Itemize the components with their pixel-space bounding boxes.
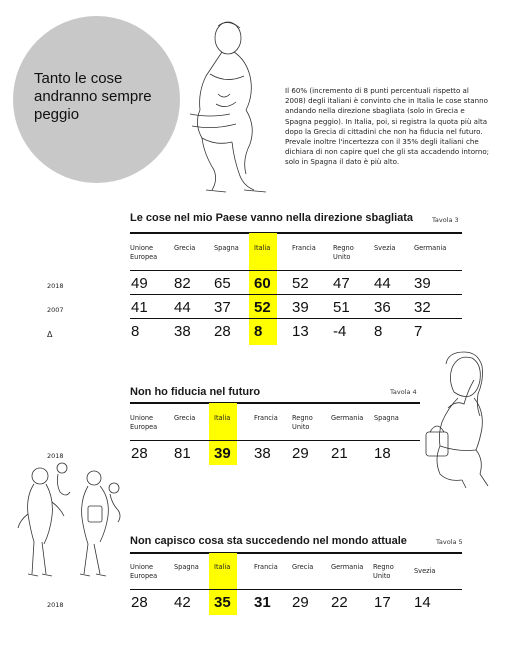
table3-cell: 60 — [254, 275, 271, 292]
table3-top-rule — [130, 232, 462, 234]
table4-top-rule — [130, 402, 420, 404]
table3-cell: 13 — [292, 323, 309, 340]
table3-cell: 7 — [414, 323, 423, 340]
table3-label: Tavola 3 — [432, 216, 459, 224]
table3-title: Le cose nel mio Paese vanno nella direzione sbagliata — [130, 212, 414, 224]
table4-row-label: 2018 — [47, 452, 64, 460]
table4-col-header: Francia — [254, 414, 278, 422]
table3-cell: 41 — [131, 299, 148, 316]
table4-col-header: Regno Unito — [292, 414, 313, 431]
table3-cell: 47 — [333, 275, 350, 292]
table5-col-header: Germania — [331, 563, 364, 571]
table3-cell: 39 — [292, 299, 309, 316]
table3-cell: 52 — [292, 275, 309, 292]
table5-cell: 42 — [174, 594, 191, 611]
table4-cell: 21 — [331, 445, 348, 462]
table3-cell: 38 — [174, 323, 191, 340]
table3-col-header: Unione Europea — [130, 244, 158, 261]
table3-header-rule — [130, 270, 462, 271]
page-title: Tanto le cose andranno sempre peggio — [34, 70, 152, 123]
table4-cell: 18 — [374, 445, 391, 462]
table3-col-header: Spagna — [214, 244, 239, 252]
table4-cell: 39 — [214, 445, 231, 462]
table5-cell: 29 — [292, 594, 309, 611]
intro-paragraph: Il 60% (incremento di 8 punti percentuali rispetto al 2008) degli italiani è convinto che in Italia le cose stanno andando nella direzione sbagliata (solo in Grecia e Spagna peggio). In Italia, poi, si registra la quota più alta dopo la Grecia di cittadini che non ha fiducia nel futuro. Prevale inoltre l'incertezza con il 35% degli italiani che dichiara di non capire quel che gli sta accadendo intorno; solo in Spagna il dato è più alto. — [285, 86, 490, 167]
table3-col-header: Italia — [254, 244, 271, 252]
table3-cell: 8 — [374, 323, 383, 340]
table4-cell: 28 — [131, 445, 148, 462]
table4-col-header: Spagna — [374, 414, 399, 422]
table3-cell: 44 — [174, 299, 191, 316]
table3-col-header: Regno Unito — [333, 244, 354, 261]
table3-cell: 65 — [214, 275, 231, 292]
table3-cell: 52 — [254, 299, 271, 316]
table5-cell: 31 — [254, 594, 271, 611]
table5-label: Tavola 5 — [436, 538, 463, 546]
table4-header-rule — [130, 440, 420, 441]
table3-cell: 28 — [214, 323, 231, 340]
table5-cell: 17 — [374, 594, 391, 611]
table5-col-header: Regno Unito — [373, 563, 394, 580]
table3-cell: 44 — [374, 275, 391, 292]
table4-label: Tavola 4 — [390, 388, 417, 396]
table3-row-label: Δ — [47, 330, 53, 339]
table4-cell: 38 — [254, 445, 271, 462]
table3-row-rule — [130, 294, 462, 295]
table5-col-header: Francia — [254, 563, 278, 571]
table5-col-header: Grecia — [292, 563, 314, 571]
table3-row-rule — [130, 318, 462, 319]
table3-cell: 51 — [333, 299, 350, 316]
table3-col-header: Svezia — [374, 244, 396, 252]
table5-cell: 28 — [131, 594, 148, 611]
table5-header-rule — [130, 589, 462, 590]
table5-cell: 35 — [214, 594, 231, 611]
table4-title: Non ho fiducia nel futuro — [130, 386, 261, 398]
table5-row-label: 2018 — [47, 601, 64, 609]
table4-cell: 29 — [292, 445, 309, 462]
table5-cell: 14 — [414, 594, 431, 611]
table3-col-header: Francia — [292, 244, 316, 252]
table3-cell: 39 — [414, 275, 431, 292]
table4-col-header: Italia — [214, 414, 231, 422]
table5-col-header: Svezia — [414, 567, 436, 575]
table4-col-header: Unione Europea — [130, 414, 158, 431]
table3-cell: 8 — [254, 323, 263, 340]
table3-row-label: 2007 — [47, 306, 64, 314]
table5-col-header: Unione Europea — [130, 563, 158, 580]
table5-top-rule — [130, 552, 462, 554]
table5-col-header: Spagna — [174, 563, 199, 571]
table3-cell: 36 — [374, 299, 391, 316]
walking-family-sketch — [14, 462, 126, 580]
table5-col-header: Italia — [214, 563, 231, 571]
woman-with-bag-sketch — [418, 350, 500, 490]
table4-col-header: Germania — [331, 414, 364, 422]
table5-title: Non capisco cosa sta succedendo nel mondo attuale — [130, 535, 407, 547]
table4-col-header: Grecia — [174, 414, 196, 422]
table3-cell: 49 — [131, 275, 148, 292]
table3-col-header: Grecia — [174, 244, 196, 252]
table3-cell: 8 — [131, 323, 140, 340]
table4-cell: 81 — [174, 445, 191, 462]
table3-row-label: 2018 — [47, 282, 64, 290]
table3-cell: -4 — [333, 323, 347, 340]
table3-cell: 82 — [174, 275, 191, 292]
table3-cell: 32 — [414, 299, 431, 316]
table5-cell: 22 — [331, 594, 348, 611]
seated-man-sketch — [170, 14, 280, 200]
table3-cell: 37 — [214, 299, 231, 316]
table3-col-header: Germania — [414, 244, 447, 252]
